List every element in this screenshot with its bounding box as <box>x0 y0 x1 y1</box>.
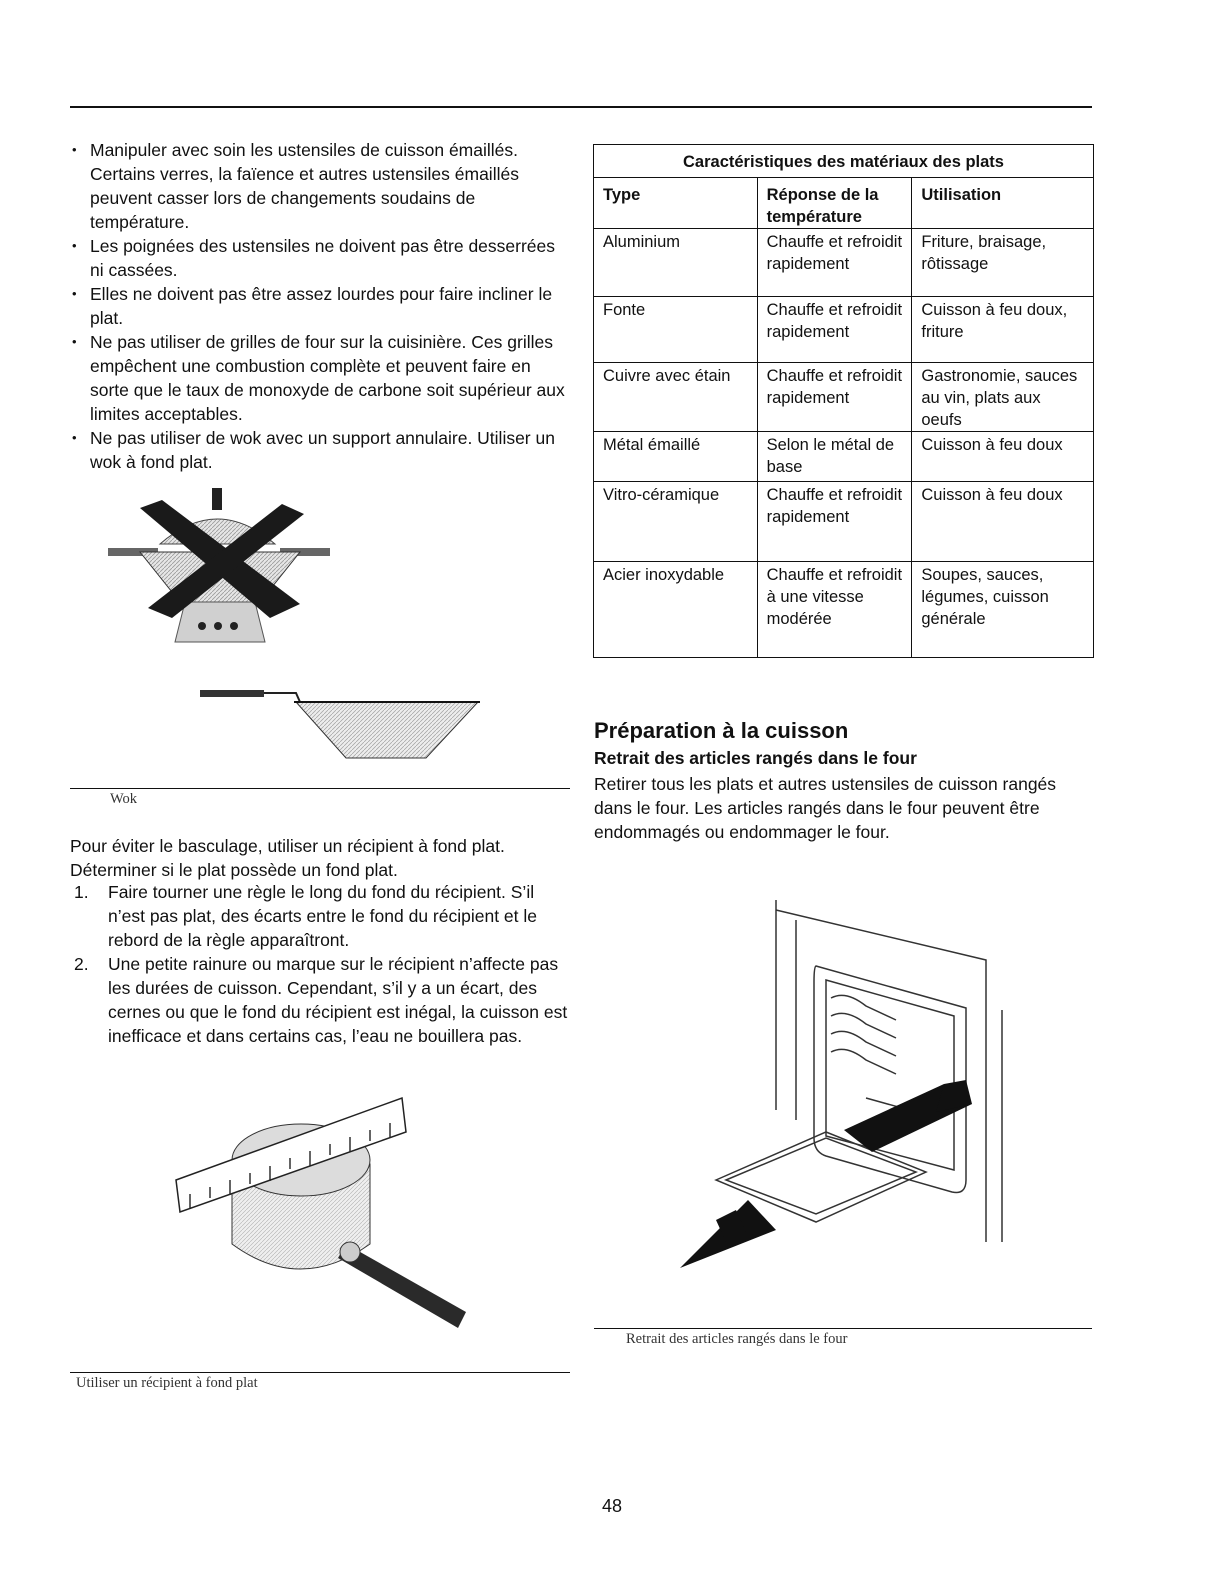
flat-caption-rule <box>70 1372 570 1373</box>
table-header-use: Utilisation <box>912 178 1094 229</box>
wok-caption: Wok <box>110 791 138 807</box>
flat-bottom-intro: Pour éviter le basculage, utiliser un récipient à fond plat. Déterminer si le plat possède un fond plat. <box>70 836 505 880</box>
step-number: 1. <box>74 882 89 902</box>
step-number: 2. <box>74 954 89 974</box>
section-title: Préparation à la cuisson <box>594 718 849 743</box>
table-cell: Fonte <box>594 297 758 363</box>
table-cell: Chauffe et refroidit à une vitesse modérée <box>757 562 912 658</box>
oven-caption-rule <box>594 1328 1092 1329</box>
bullet-item: • Ne pas utiliser de grilles de four sur la cuisinière. Ces grilles empêchent une combustion complète et peuvent faire en sorte que le taux de monoxyde de carbone soit supérieur aux limites acceptables. <box>70 330 570 426</box>
table-cell: Vitro-céramique <box>594 482 758 562</box>
table-title: Caractéristiques des matériaux des plats <box>594 145 1094 178</box>
bullet-item: • Les poignées des ustensiles ne doivent pas être desserrées ni cassées. <box>70 234 570 282</box>
flat-bottom-steps <box>70 880 570 1048</box>
flat-caption: Utiliser un récipient à fond plat <box>76 1375 258 1391</box>
oven-caption: Retrait des articles rangés dans le four <box>626 1331 848 1347</box>
table-cell: Soupes, sauces, légumes, cuisson générale <box>912 562 1094 658</box>
cookware-materials-table <box>593 144 1094 658</box>
table-cell: Chauffe et refroidit rapidement <box>757 297 912 363</box>
bullet-item: • Ne pas utiliser de wok avec un support annulaire. Utiliser un wok à fond plat. <box>70 426 570 474</box>
table-cell: Cuisson à feu doux <box>912 432 1094 482</box>
page-number: 48 <box>601 1496 623 1516</box>
table-cell: Cuisson à feu doux, friture <box>912 297 1094 363</box>
flat-wok-illustration <box>196 686 486 766</box>
table-cell: Cuivre avec étain <box>594 363 758 432</box>
table-cell: Chauffe et refroidit rapidement <box>757 229 912 297</box>
step-text: Faire tourner une règle le long du fond du récipient. S’il n’est pas plat, des écarts entre le fond du récipient et le rebord de la règle apparaîtront. <box>108 882 538 950</box>
wok-on-ring-illustration <box>100 484 340 654</box>
table-cell: Friture, braisage, rôtissage <box>912 229 1094 297</box>
step-item <box>70 952 570 1048</box>
section-subtitle: Retrait des articles rangés dans le four <box>594 748 917 768</box>
safety-bullet-list <box>70 138 570 474</box>
section-body: Retirer tous les plats et autres ustensiles de cuisson rangés dans le four. Les articles rangés dans le four peuvent être endommagés ou endommager le four. <box>594 774 1057 842</box>
step-item <box>70 880 570 952</box>
wok-caption-rule <box>70 788 570 789</box>
bullet-item: • Elles ne doivent pas être assez lourdes pour faire incliner le plat. <box>70 282 570 330</box>
table-cell: Selon le métal de base <box>757 432 912 482</box>
bullet-item: • Manipuler avec soin les ustensiles de cuisson émaillés. Certains verres, la faïence et autres ustensiles émaillés peuvent casser lors de changements soudains de température. <box>70 138 570 234</box>
table-cell: Métal émaillé <box>594 432 758 482</box>
table-header-type: Type <box>594 178 758 229</box>
table-cell: Chauffe et refroidit rapidement <box>757 482 912 562</box>
table-cell: Aluminium <box>594 229 758 297</box>
oven-removal-illustration <box>676 880 1016 1280</box>
table-cell: Acier inoxydable <box>594 562 758 658</box>
step-text: Une petite rainure ou marque sur le récipient n’affecte pas les durées de cuisson. Cependant, s’il y a un écart, des cernes ou que le fond du récipient est inégal, la cuisson est inefficace et dans certains cas, l’eau ne bouillera pas. <box>108 954 568 1046</box>
table-cell: Cuisson à feu doux <box>912 482 1094 562</box>
pot-ruler-illustration <box>170 1094 480 1334</box>
table-cell: Gastronomie, sauces au vin, plats aux oeufs <box>912 363 1094 432</box>
table-cell: Chauffe et refroidit rapidement <box>757 363 912 432</box>
table-header-response: Réponse de la température <box>757 178 912 229</box>
top-rule <box>70 106 1092 108</box>
